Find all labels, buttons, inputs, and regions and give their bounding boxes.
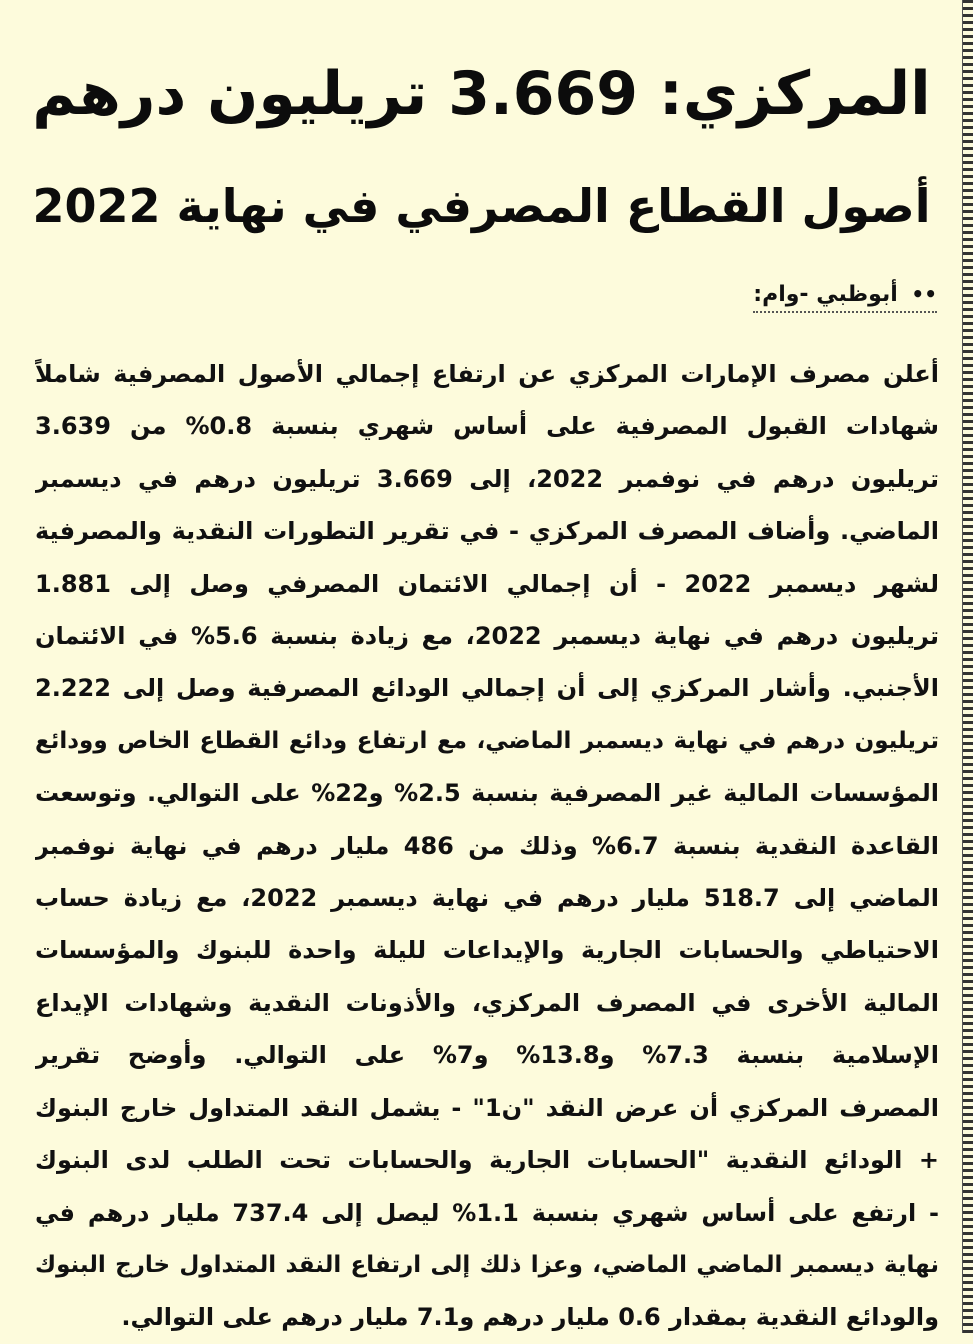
headline-line-1: المركزي: 3.669 تريليون درهم xyxy=(32,59,931,129)
byline-text: أبوظبي -وام: xyxy=(753,282,898,307)
body-line-last: والودائع النقدية بمقدار 0.6 مليار درهم و7.1 مليار درهم على التوالي. xyxy=(121,1303,939,1332)
body-line: الماضي. وأضاف المصرف المركزي - في تقرير التطورات النقدية والمصرفية xyxy=(35,517,939,546)
body-line: نهاية ديسمبر الماضي الماضي، وعزا ذلك إلى ارتفاع النقد المتداول خارج البنوك xyxy=(35,1251,939,1278)
body-line: تريليون درهم في نهاية ديسمبر الماضي، مع ارتفاع ودائع القطاع الخاص وودائع xyxy=(35,727,939,754)
body-line: تريليون درهم في نوفمبر 2022، إلى 3.669 تريليون درهم في ديسمبر xyxy=(35,464,939,493)
body-line: المصرف المركزي أن عرض النقد "ن1" - يشمل النقد المتداول خارج البنوك xyxy=(35,1093,939,1122)
headline-line-2: أصول القطاع المصرفي في نهاية 2022 xyxy=(32,179,931,233)
body-line: الماضي إلى 518.7 مليار درهم في نهاية ديسمبر 2022، مع زيادة حساب xyxy=(35,884,939,913)
body-line: المالية الأخرى في المصرف المركزي، والأذونات النقدية وشهادات الإيداع xyxy=(35,988,939,1017)
body-line: أعلن مصرف الإمارات المركزي عن ارتفاع إجمالي الأصول المصرفية شاملاً xyxy=(35,360,939,388)
body-line: الاحتياطي والحسابات الجارية والإيداعات لليلة واحدة للبنوك والمؤسسات xyxy=(35,936,939,965)
body-line: المؤسسات المالية غير المصرفية بنسبة 2.5% و22% على التوالي. وتوسعت xyxy=(35,779,939,808)
body-line: لشهر ديسمبر 2022 - أن إجمالي الائتمان المصرفي وصل إلى 1.881 xyxy=(35,569,939,598)
body-line: الأجنبي. وأشار المركزي إلى أن إجمالي الودائع المصرفية وصل إلى 2.222 xyxy=(35,674,939,703)
body-line: تريليون درهم في نهاية ديسمبر 2022، مع زيادة بنسبة 5.6% في الائتمان xyxy=(35,622,939,651)
page-edge-border xyxy=(962,0,973,1333)
body-line: شهادات القبول المصرفية على أساس شهري بنسبة 0.8% من 3.639 xyxy=(35,412,939,441)
byline-bullets: •• xyxy=(911,282,937,306)
body-line: الإسلامية بنسبة 7.3% و13.8% و7% على التوالي. وأوضح تقرير xyxy=(35,1041,939,1070)
byline xyxy=(753,282,937,313)
body-line: + الودائع النقدية "الحسابات الجارية والحسابات تحت الطلب لدى البنوك xyxy=(35,1146,939,1175)
article-body xyxy=(35,348,939,1344)
body-line: - ارتفع على أساس شهري بنسبة 1.1% ليصل إلى 737.4 مليار درهم في xyxy=(35,1198,939,1227)
body-line: القاعدة النقدية بنسبة 6.7% وذلك من 486 مليار درهم في نهاية نوفمبر xyxy=(35,831,939,860)
article-headline xyxy=(30,38,933,262)
